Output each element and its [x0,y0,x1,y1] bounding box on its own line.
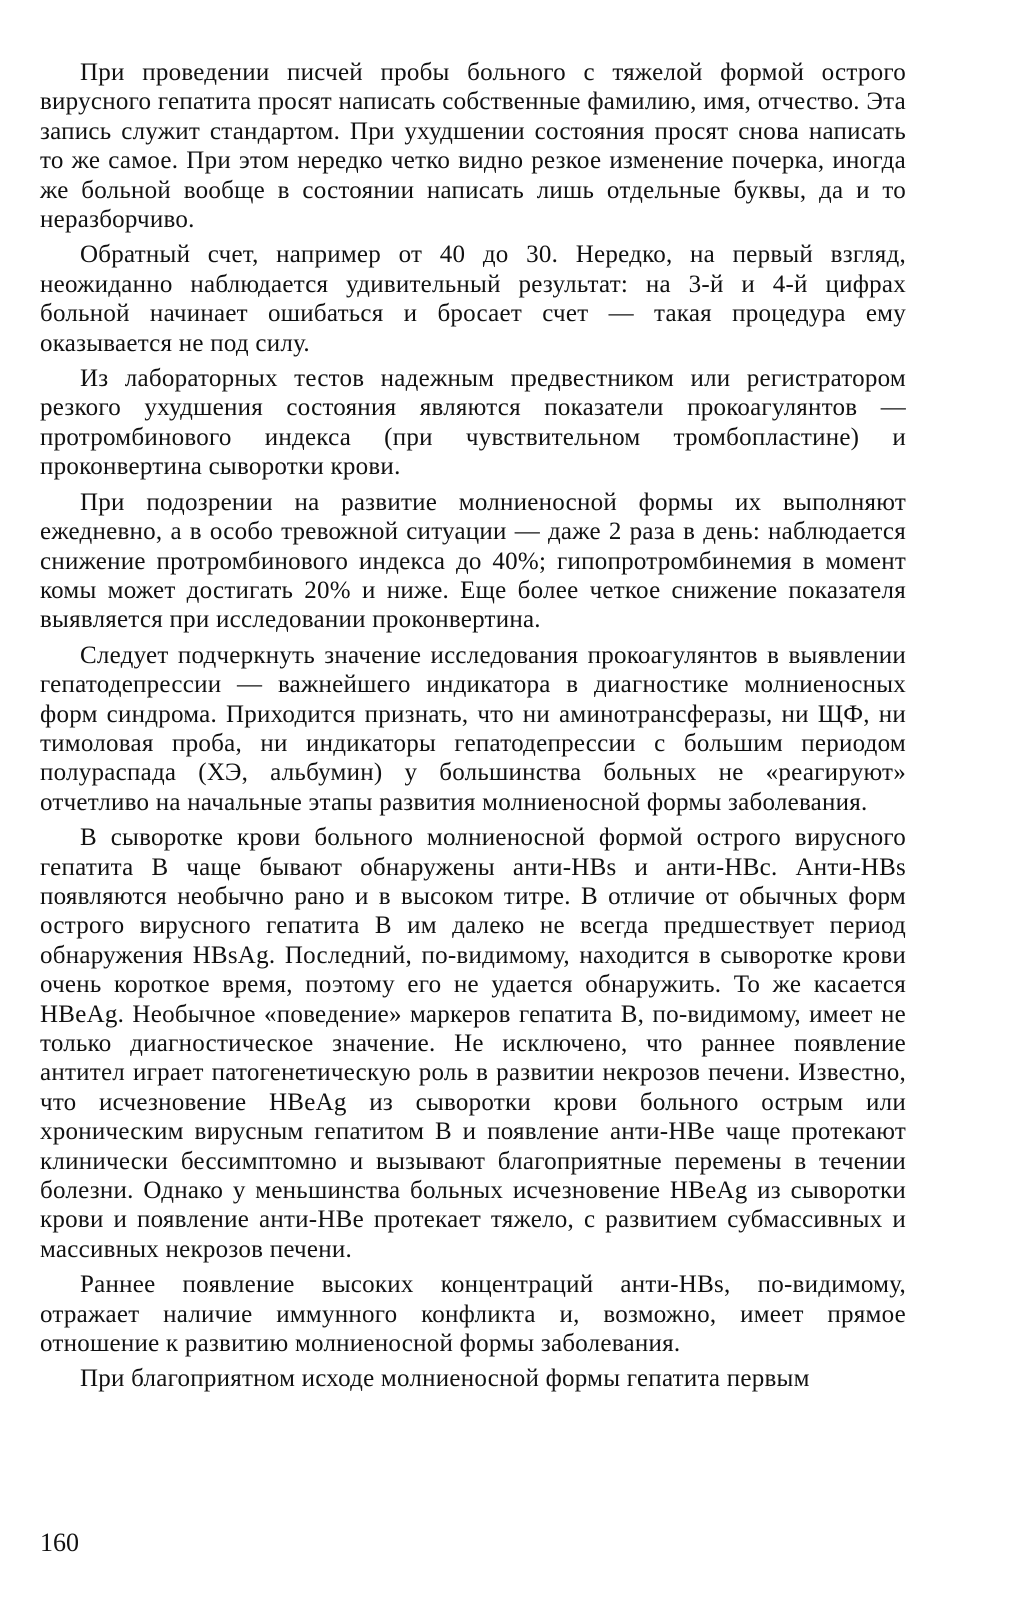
paragraph-favorable-outcome: При благоприятном исходе молниеносной формы гепатита первым [80,1365,810,1393]
paragraph-lab-tests: Из лабораторных тестов надежным предвестником или регистратором резкого ухудшения состояния являются показатели прокоагулянтов — протромбинового индекса (при чувствительном тромбопластине) и проконвертина сыворотки крови. [40,365,906,481]
paragraph-serum-markers: В сыворотке крови больного молниеносной формой острого вирусного гепатита В чаще бывают обнаружены анти-HBs и анти-HBc. Анти-HBs появляются необычно рано и в высоком титре. В отличие от обычных форм острого вирусного гепатита В им далеко не всегда предшествует период обнаружения HBsAg. Последний, по-видимому, находится в сыворотке крови очень короткое время, поэтому его не удается обнаружить. То же касается HBeAg. Необычное «поведение» маркеров гепатита В, по-видимому, имеет не только диагностическое значение. Не исключено, что раннее появление антител играет патогенетическую роль в развитии некрозов печени. Известно, что исчезновение HBeAg из сыворотки крови больного острым или хроническим вирусным гепатитом В и появление анти-HBe чаще протекают клинически бессимптомно и вызывают благоприятные перемены в течении болезни. Однако у меньшинства больных исчезновение HBeAg из сыворотки крови и появление анти-HBe протекает тяжело, с развитием субмассивных и массивных некрозов печени. [40,824,906,1263]
paragraph-procoagulants: Следует подчеркнуть значение исследования прокоагулянтов в выявлении гепатодепрессии — важнейшего индикатора в диагностике молниеносных форм синдрома. Приходится признать, что ни аминотрансферазы, ни ЩФ, ни тимоловая проба, ни индикаторы гепатодепрессии с большим периодом полураспада (ХЭ, альбумин) у большинства больных не «реагируют» отчетливо на начальные этапы развития молниеносной формы заболевания. [40,641,906,816]
page-number: 160 [40,1528,79,1557]
paragraph-daily-monitoring: При подозрении на развитие молниеносной формы их выполняют ежедневно, а в особо тревожной ситуации — даже 2 раза в день: наблюдается снижение протромбинового индекса до 40%; гипопротромбинемия в момент комы может достигать 20% и ниже. Еще более четкое снижение показателя выявляется при исследовании проконвертина. [40,488,906,634]
paragraph-anti-hbs: Раннее появление высоких концентраций анти-HBs, по-видимому, отражает наличие иммунного конфликта и, возможно, имеет прямое отношение к развитию молниеносной формы заболевания. [40,1271,906,1358]
page-body [40,58,906,1400]
paragraph-written-test: При проведении писчей пробы больного с тяжелой формой острого вирусного гепатита просят написать собственные фамилию, имя, отчество. Эта запись служит стандартом. При ухудшении состояния просят снова написать то же самое. При этом нередко четко видно резкое изменение почерка, иногда же больной вообще в состоянии написать лишь отдельные буквы, да и то неразборчиво. [40,59,906,234]
paragraph-reverse-count: Обратный счет, например от 40 до 30. Нередко, на первый взгляд, неожиданно наблюдается удивительный результат: на 3-й и 4-й цифрах больной начинает ошибаться и бросает счет — такая процедура ему оказывается не под силу. [40,241,906,357]
